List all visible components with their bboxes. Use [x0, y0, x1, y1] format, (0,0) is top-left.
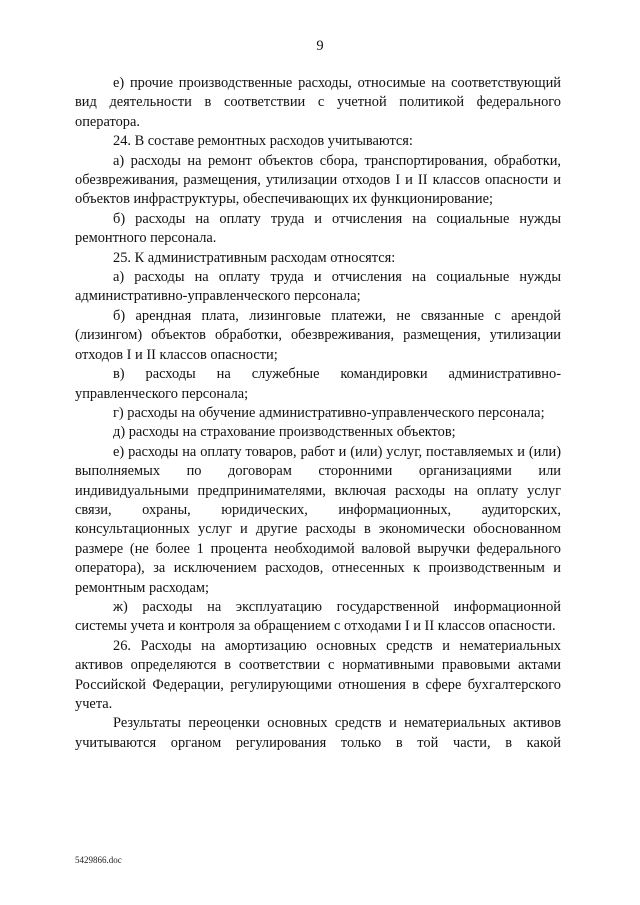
paragraph-25e: е) расходы на оплату товаров, работ и (или) услуг, поставляемых и (или) выполняемых по договорам сторонними организациями или индивидуальными предпринимателями, включая расходы на оплату услуг связи, охраны, юридических, информационных, аудиторских, консультационных услуг и другие расходы в экономически обоснованном размере (не более 1 процента необходимой валовой выручки федерального оператора), за исключением расходов, отнесенных к производственным и ремонтным расходам;: [75, 443, 561, 596]
document-file-code: 5429866.doc: [75, 855, 122, 865]
heading-24: 24. В составе ремонтных расходов учитываются:: [113, 133, 413, 150]
heading-25: 25. К административным расходам относятся:: [113, 249, 396, 266]
paragraph-25a: а) расходы на оплату труда и отчисления на социальные нужды административно-управленческого персонала;: [75, 269, 561, 305]
paragraph-25b: б) арендная плата, лизинговые платежи, не связанные с арендой (лизингом) объектов обработки, обезвреживания, размещения, утилизации отходов I и II классов опасности;: [75, 307, 561, 363]
page-number: 9: [316, 38, 324, 54]
paragraph-25v: в) расходы на служебные командировки административно-управленческого персонала;: [75, 366, 561, 402]
paragraph-25d: д) расходы на страхование производственных объектов;: [113, 424, 456, 441]
paragraph-23e: е) прочие производственные расходы, относимые на соответствующий вид деятельности в соответствии с учетной политикой федерального оператора.: [75, 75, 561, 130]
paragraph-25g: г) расходы на обучение административно-управленческого персонала;: [113, 404, 545, 421]
paragraph-24b: б) расходы на оплату труда и отчисления на социальные нужды ремонтного персонала.: [75, 210, 561, 247]
paragraph-26-continued: Результаты переоценки основных средств и нематериальных активов учитываются органом регулирования только в той части, в какой: [75, 715, 561, 751]
paragraph-26: 26. Расходы на амортизацию основных средств и нематериальных активов определяются в соответствии с нормативными правовыми актами Российской Федерации, регулирующими отношения в сфере бухгалтерского учета.: [75, 637, 561, 712]
paragraph-24a: а) расходы на ремонт объектов сбора, транспортирования, обработки, обезвреживания, размещения, утилизации отходов I и II классов опасности и объектов инфраструктуры, обеспечивающих их функционирование;: [75, 152, 561, 208]
document-body: [75, 74, 561, 753]
paragraph-25zh: ж) расходы на эксплуатацию государственной информационной системы учета и контроля за обращением с отходами I и II классов опасности.: [75, 598, 561, 635]
